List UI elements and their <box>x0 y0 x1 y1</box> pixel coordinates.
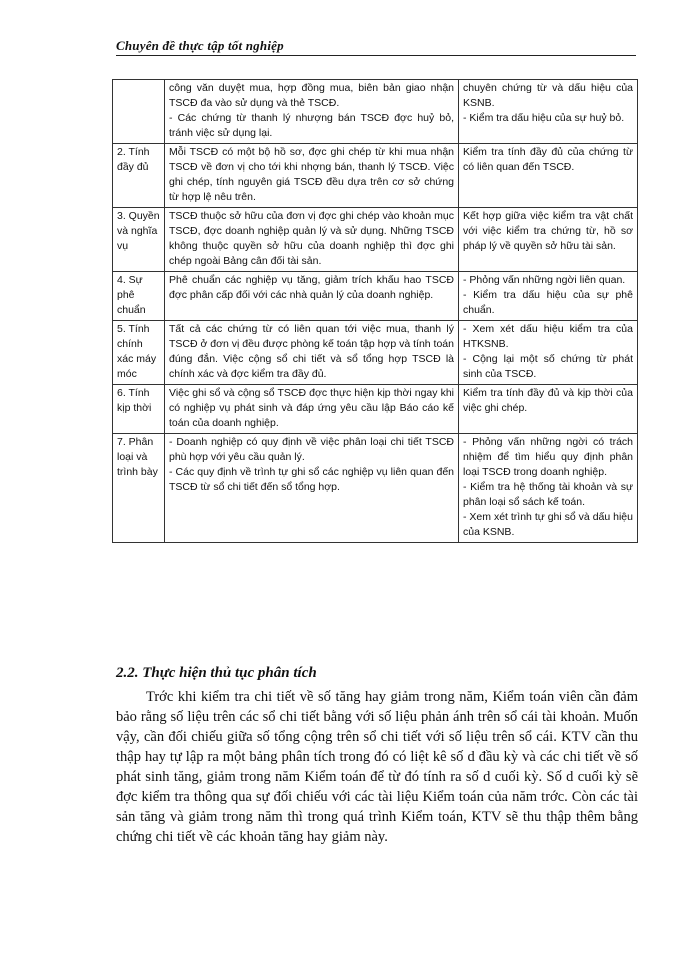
procedure-cell <box>459 144 638 208</box>
procedure-cell <box>459 272 638 321</box>
procedure-line: Kiểm tra tính đầy đủ của chứng từ có liên quan đến TSCĐ. <box>463 146 633 173</box>
procedure-line: - Kiểm tra dấu hiệu của sự phê chuẩn. <box>463 289 633 316</box>
description-cell <box>165 321 459 385</box>
procedure-line: Kiểm tra tính đầy đủ và kịp thời của việc ghi chép. <box>463 387 633 414</box>
procedure-line: chuyên chứng từ và dấu hiệu của KSNB. <box>463 82 633 109</box>
procedure-line: - Phỏng vấn những ngời có trách nhiệm để tìm hiểu quy định phân loại TSCĐ trong doanh nghiệp. <box>463 436 633 478</box>
objective-cell: 5. Tính chính xác máy móc <box>113 321 165 385</box>
audit-objectives-table <box>112 79 638 543</box>
objective-cell: 6. Tính kịp thời <box>113 385 165 434</box>
procedure-cell <box>459 321 638 385</box>
description-line: công văn duyệt mua, hợp đồng mua, biên bản giao nhận TSCĐ đa vào sử dụng và thẻ TSCĐ. <box>169 82 454 109</box>
table-row <box>113 272 638 321</box>
objective-cell: 4. Sự phê chuẩn <box>113 272 165 321</box>
table-row <box>113 385 638 434</box>
description-cell <box>165 385 459 434</box>
description-cell <box>165 434 459 543</box>
description-line: - Các chứng từ thanh lý nhượng bán TSCĐ đợc huỷ bỏ, tránh việc sử dụng lại. <box>169 112 454 139</box>
table-body <box>113 80 638 543</box>
table-row <box>113 434 638 543</box>
procedure-line: - Xem xét trình tự ghi sổ và dấu hiệu của KSNB. <box>463 511 633 538</box>
section-paragraph: Trớc khi kiểm tra chi tiết về số tăng hay giảm trong năm, Kiểm toán viên cần đảm bảo rằng số liệu trên các sổ chi tiết bằng với số liệu phản ánh trên sổ cái tài khoản. Muốn vậy, cần đối chiếu giữa số tổng cộng trên sổ chi tiết với số liệu trên sổ cái. KTV cần thu thập hay tự lập ra một bảng phân tích trong đó có liệt kê số d đầu kỳ và các chi tiết về số phát sinh tăng, giảm trong năm Kiểm toán để từ đó tính ra số d cuối kỳ. Số d cuối kỳ sẽ đợc kiểm tra thông qua sự đối chiếu với các tài liệu Kiểm toán của năm trớc. Còn các tài sản tăng và giảm trong năm thì trong quá trình Kiểm toán, KTV sẽ thu thập thêm bằng chứng chi tiết về các khoản tăng hay giảm này. <box>116 689 638 845</box>
description-cell <box>165 80 459 144</box>
table-row <box>113 80 638 144</box>
description-line: Phê chuẩn các nghiệp vụ tăng, giảm trích khấu hao TSCĐ đợc phân cấp đối với các nhà quản lý của doanh nghiệp. <box>169 274 454 301</box>
procedure-cell <box>459 434 638 543</box>
header-divider <box>116 55 636 56</box>
procedure-line: - Xem xét dấu hiệu kiểm tra của HTKSNB. <box>463 323 633 350</box>
objective-cell <box>113 80 165 144</box>
procedure-line: - Phỏng vấn những ngời liên quan. <box>463 274 626 286</box>
description-line: Việc ghi sổ và cộng sổ TSCĐ đợc thực hiện kịp thời ngay khi có nghiệp vụ phát sinh và đáp ứng yêu cầu lập Báo cáo kế toán của doanh nghiệp. <box>169 387 454 429</box>
objective-cell: 7. Phân loại và trình bày <box>113 434 165 543</box>
description-line: Mỗi TSCĐ có một bộ hồ sơ, đợc ghi chép từ khi mua nhận TSCĐ về đơn vị cho tới khi nhợng bán, thanh lý TSCĐ. Việc ghi chép, tính nguyên giá TSCĐ đều dựa trên cơ sở chứng từ hợp lệ nêu trên. <box>169 146 454 203</box>
section-heading: 2.2. Thực hiện thủ tục phân tích <box>116 665 317 681</box>
description-line: - Các quy định về trình tự ghi sổ các nghiệp vụ liên quan đến TSCĐ từ sổ chi tiết đến sổ tổng hợp. <box>169 466 454 493</box>
description-line: Tất cả các chứng từ có liên quan tới việc mua, thanh lý TSCĐ ở đơn vị đều được phòng kế toán tập hợp và tính toán đúng đắn. Việc cộng sổ chi tiết và sổ tổng hợp TSCĐ là chính xác và đợc kiểm tra đầy đủ. <box>169 323 454 380</box>
procedure-cell <box>459 385 638 434</box>
table-row <box>113 321 638 385</box>
description-line: - Doanh nghiệp có quy định về việc phân loại chi tiết TSCĐ phù hợp với yêu cầu quản lý. <box>169 436 454 463</box>
procedure-cell <box>459 80 638 144</box>
objective-cell: 3. Quyền và nghĩa vụ <box>113 208 165 272</box>
procedure-cell <box>459 208 638 272</box>
table-row <box>113 208 638 272</box>
procedure-line: - Kiểm tra dấu hiệu của sự huỷ bỏ. <box>463 112 625 124</box>
table-row <box>113 144 638 208</box>
objective-cell: 2. Tính đầy đủ <box>113 144 165 208</box>
procedure-line: - Kiểm tra hệ thống tài khoản và sự phân loại sổ sách kế toán. <box>463 481 633 508</box>
description-cell <box>165 208 459 272</box>
page-header-title: Chuyên đề thực tập tốt nghiệp <box>116 38 284 53</box>
description-cell <box>165 144 459 208</box>
description-cell <box>165 272 459 321</box>
description-line: TSCĐ thuộc sở hữu của đơn vị đợc ghi chép vào khoản mục TSCĐ, đợc doanh nghiệp quản lý và sử dụng. Những TSCĐ không thuộc quyền sở hữu của doanh nghiệp thì đợc ghi chép ngoài Bảng cân đối tài sản. <box>169 210 454 267</box>
procedure-line: Kết hợp giữa việc kiểm tra vật chất với việc kiểm tra chứng từ, hồ sơ pháp lý về quyền sở hữu tài sản. <box>463 210 633 252</box>
procedure-line: - Cộng lại một số chứng từ phát sinh của TSCĐ. <box>463 353 633 380</box>
